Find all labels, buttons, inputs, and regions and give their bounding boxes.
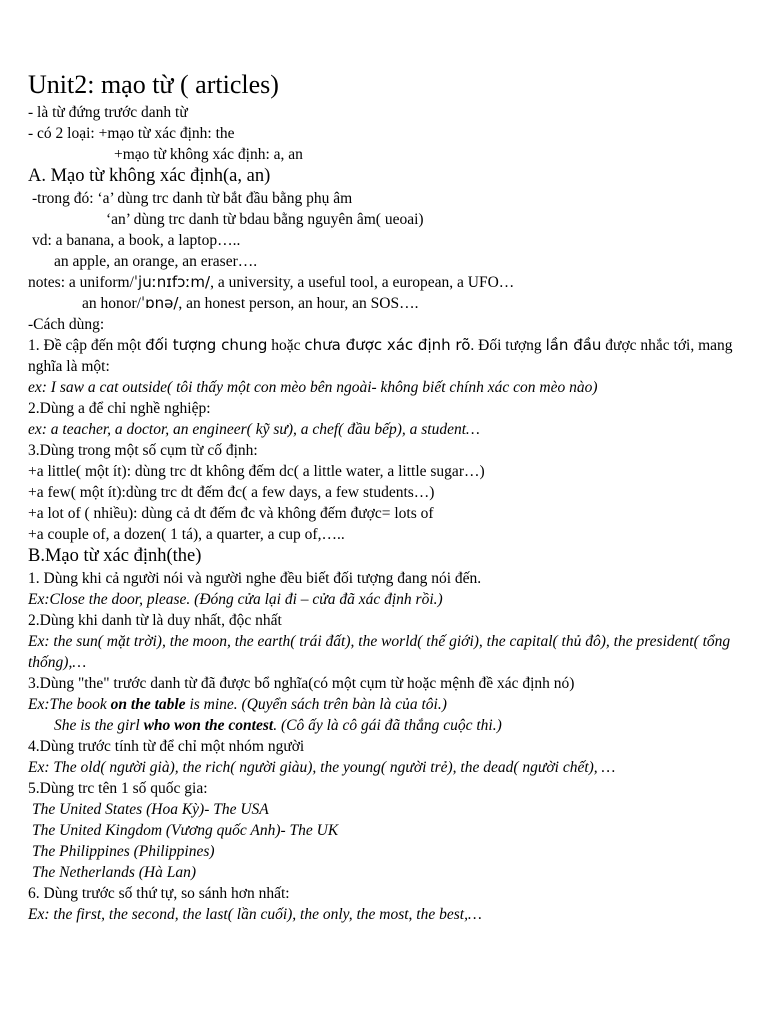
usage-3: 3.Dùng trong một số cụm từ cố định:	[28, 442, 258, 459]
b-usage-4-example: Ex: The old( người già), the rich( người giàu), the young( người trẻ), the dead( người chết), …	[28, 759, 616, 776]
b-usage-3-example-2-a: She is the girl	[54, 717, 144, 734]
b-usage-5: 5.Dùng trc tên 1 số quốc gia:	[28, 780, 208, 797]
types-line: - có 2 loại: +mạo từ xác định: the	[28, 125, 235, 142]
notes-an-line	[28, 293, 748, 314]
usage-1-part-a: 1. Đề cập đến một	[28, 337, 146, 354]
b-usage-1-example: Ex:Close the door, please. (Đóng cửa lại đi – cửa đã xác định rồi.)	[28, 591, 443, 608]
usage-1-part-b: đối tượng chung	[145, 336, 268, 354]
usage-1-part-g: được nhắc tới, mang nghĩa là một:	[28, 337, 733, 375]
usage-3-item-4: +a couple of, a dozen( 1 tá), a quarter, a cup of,…..	[28, 526, 345, 543]
usage-heading: -Cách dùng:	[28, 316, 105, 333]
b-usage-3-example-b: on the table	[110, 696, 186, 713]
example-an-line: an apple, an orange, an eraser….	[54, 253, 258, 270]
b-usage-5-item-4: The Netherlands (Hà Lan)	[32, 864, 197, 881]
example-a-line: vd: a banana, a book, a laptop…..	[32, 232, 241, 249]
usage-2-example: ex: a teacher, a doctor, an engineer( kỹ sư), a chef( đầu bếp), a student…	[28, 421, 480, 438]
definition-line: - là từ đứng trước danh từ	[28, 104, 188, 121]
types-line-2: +mạo từ không xác định: a, an	[114, 146, 303, 163]
page-title: Unit2: mạo từ ( articles)	[28, 70, 279, 99]
b-usage-3-example-2-b: who won the contest	[143, 717, 274, 734]
usage-1-part-c: hoặc	[267, 337, 305, 354]
usage-3-item-1: +a little( một ít): dùng trc dt không đếm dc( a little water, a little sugar…)	[28, 463, 485, 480]
b-usage-3: 3.Dùng "the" trước danh từ đã được bổ nghĩa(có một cụm từ hoặc mệnh đề xác định nó)	[28, 675, 575, 692]
b-usage-6: 6. Dùng trước số thứ tự, so sánh hơn nhất:	[28, 885, 290, 902]
b-usage-4: 4.Dùng trước tính từ để chỉ một nhóm người	[28, 738, 305, 755]
b-usage-5-item-1: The United States (Hoa Kỳ)- The USA	[32, 801, 269, 818]
b-usage-5-item-3: The Philippines (Philippines)	[32, 843, 215, 860]
section-a-heading: A. Mạo từ không xác định(a, an)	[28, 166, 271, 186]
b-usage-2-example: Ex: the sun( mặt trời), the moon, the earth( trái đất), the world( thế giới), the capital( thủ đô), the president( tổng thống),…	[28, 633, 731, 671]
usage-1-part-d: chưa được xác định rõ	[304, 336, 471, 354]
usage-1-part-e: . Đối tượng	[470, 337, 546, 354]
b-usage-6-example: Ex: the first, the second, the last( lần cuối), the only, the most, the best,…	[28, 906, 482, 923]
notes-a-ipa: ˈjuːnɪfɔːm/	[133, 273, 211, 291]
an-rule-line: ‘an’ dùng trc danh từ bdau bằng nguyên âm( ueoai)	[106, 211, 424, 228]
notes-a-rest: , a university, a useful tool, a european, a UFO…	[210, 274, 515, 291]
notes-an-rest: , an honest person, an hour, an SOS….	[178, 295, 419, 312]
usage-3-item-2: +a few( một ít):dùng trc dt đếm đc( a few days, a few students…)	[28, 484, 435, 501]
notes-an-text: an honor/	[82, 295, 141, 312]
usage-3-item-3: +a lot of ( nhiều): dùng cả dt đếm đc và không đếm được= lots of	[28, 505, 434, 522]
usage-1-example: ex: I saw a cat outside( tôi thấy một con mèo bên ngoài- không biết chính xác con mèo nào)	[28, 379, 598, 396]
usage-2: 2.Dùng a để chỉ nghề nghiệp:	[28, 400, 211, 417]
notes-an-ipa: ˈɒnə/	[140, 294, 179, 312]
notes-a-text: notes: a uniform/	[28, 274, 134, 291]
b-usage-3-example-c: is mine. (Quyển sách trên bàn là của tôi.)	[185, 696, 447, 713]
b-usage-3-example-2-c: . (Cô ấy là cô gái đã thắng cuộc thi.)	[273, 717, 502, 734]
b-usage-3-example-a: Ex:The book	[28, 696, 111, 713]
notes-a-line	[28, 272, 748, 293]
section-b-heading: B.Mạo từ xác định(the)	[28, 546, 202, 566]
b-usage-3-example-2	[28, 715, 748, 736]
usage-1-part-f: lần đầu	[545, 336, 602, 354]
b-usage-3-example	[28, 694, 748, 715]
b-usage-5-item-2: The United Kingdom (Vương quốc Anh)- The UK	[32, 822, 339, 839]
b-usage-2: 2.Dùng khi danh từ là duy nhất, độc nhất	[28, 612, 282, 629]
document-page	[28, 68, 748, 925]
a-rule-line: -trong đó: ‘a’ dùng trc danh từ bắt đầu bằng phụ âm	[32, 190, 353, 207]
usage-1	[28, 335, 748, 377]
b-usage-1: 1. Dùng khi cả người nói và người nghe đều biết đối tượng đang nói đến.	[28, 570, 482, 587]
